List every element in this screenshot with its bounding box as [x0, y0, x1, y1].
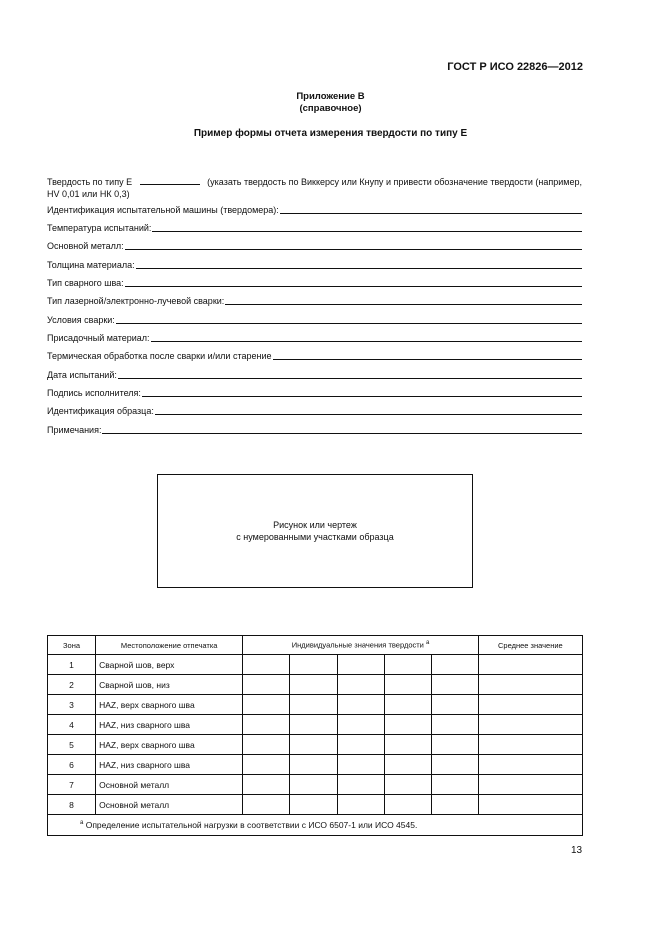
value-cell — [384, 675, 431, 695]
value-cell — [337, 675, 384, 695]
field-line — [225, 304, 582, 305]
field-label: Примечания: — [47, 425, 102, 435]
value-cell — [290, 695, 337, 715]
annex-type: (справочное) — [299, 103, 362, 114]
field-label: Дата испытаний: — [47, 370, 117, 380]
header-average: Среднее значение — [478, 636, 582, 655]
field-line — [151, 341, 582, 342]
value-cell — [431, 675, 478, 695]
value-cell — [431, 695, 478, 715]
zone-cell: 6 — [48, 755, 96, 775]
form-field — [47, 294, 582, 306]
value-cell — [384, 695, 431, 715]
zone-cell: 2 — [48, 675, 96, 695]
annex-heading — [0, 91, 661, 115]
value-cell — [243, 735, 290, 755]
location-cell: HAZ, низ сварного шва — [96, 755, 243, 775]
table-row — [48, 775, 583, 795]
field-label: Основной металл: — [47, 241, 124, 251]
figure-box-line1: Рисунок или чертеж — [273, 520, 357, 530]
form-field — [47, 386, 582, 398]
form-field — [47, 368, 582, 380]
header-footnote-mark: а — [425, 640, 430, 647]
location-cell: HAZ, верх сварного шва — [96, 695, 243, 715]
field-line — [136, 268, 582, 269]
figure-box-line2: с нумерованными участками образца — [236, 532, 394, 542]
field-label: Условия сварки: — [47, 315, 115, 325]
form-field — [47, 349, 582, 361]
hardness-field — [47, 175, 582, 200]
zone-cell: 7 — [48, 775, 96, 795]
field-label: Присадочный материал: — [47, 333, 150, 343]
value-cell — [431, 735, 478, 755]
field-label: Термическая обработка после сварки и/или старение — [47, 351, 272, 361]
value-cell — [290, 715, 337, 735]
table-row — [48, 755, 583, 775]
field-line — [125, 249, 582, 250]
form-field — [47, 331, 582, 343]
value-cell — [384, 795, 431, 815]
value-cell — [243, 795, 290, 815]
field-line — [273, 359, 583, 360]
value-cell — [337, 755, 384, 775]
annex-title: Приложение В — [296, 91, 365, 102]
hardness-blank — [140, 175, 200, 185]
field-line — [152, 231, 582, 232]
value-cell — [384, 735, 431, 755]
table-row — [48, 675, 583, 695]
table-row — [48, 655, 583, 675]
value-cell — [431, 715, 478, 735]
field-label: Идентификация образца: — [47, 406, 154, 416]
value-cell — [431, 795, 478, 815]
form-field — [47, 203, 582, 215]
value-cell — [243, 695, 290, 715]
header-individual-text: Индивидуальные значения твердости — [291, 640, 424, 650]
value-cell — [290, 735, 337, 755]
value-cell — [384, 715, 431, 735]
field-line — [125, 286, 582, 287]
field-line — [155, 414, 582, 415]
header-location: Местоположение отпечатка — [96, 636, 243, 655]
hardness-prefix: Твердость по типу Е — [47, 177, 133, 187]
form-field — [47, 239, 582, 251]
zone-cell: 1 — [48, 655, 96, 675]
value-cell — [337, 795, 384, 815]
location-cell: Сварной шов, низ — [96, 675, 243, 695]
value-cell — [243, 775, 290, 795]
location-cell: Основной металл — [96, 795, 243, 815]
hardness-table — [47, 635, 583, 836]
value-cell — [384, 775, 431, 795]
field-line — [280, 213, 582, 214]
zone-cell: 3 — [48, 695, 96, 715]
form-field — [47, 313, 582, 325]
value-cell — [337, 715, 384, 735]
value-cell — [290, 795, 337, 815]
value-cell — [290, 675, 337, 695]
value-cell — [384, 655, 431, 675]
average-cell — [478, 775, 582, 795]
header-individual — [243, 636, 478, 655]
zone-cell: 4 — [48, 715, 96, 735]
location-cell: Сварной шов, верх — [96, 655, 243, 675]
value-cell — [243, 655, 290, 675]
form-field — [47, 258, 582, 270]
page-number: 13 — [571, 845, 583, 856]
field-line — [142, 396, 582, 397]
footnote-mark: а — [80, 820, 84, 827]
zone-cell: 5 — [48, 735, 96, 755]
average-cell — [478, 715, 582, 735]
table-header-row — [48, 636, 583, 655]
field-line — [102, 433, 582, 434]
value-cell — [243, 675, 290, 695]
header-zone: Зона — [48, 636, 96, 655]
table-row — [48, 795, 583, 815]
field-label: Толщина материала: — [47, 260, 135, 270]
hardness-instruction: (указать твердость по Виккерсу или Кнупу и привести обозначение твердости (например, HV 0,01 или НК 0,3) — [47, 177, 582, 199]
location-cell: HAZ, низ сварного шва — [96, 715, 243, 735]
standard-designation: ГОСТ Р ИСО 22826—2012 — [447, 61, 583, 73]
average-cell — [478, 695, 582, 715]
table-footnote — [48, 815, 583, 836]
field-line — [116, 323, 582, 324]
location-cell: HAZ, верх сварного шва — [96, 735, 243, 755]
value-cell — [337, 655, 384, 675]
value-cell — [431, 775, 478, 795]
zone-cell: 8 — [48, 795, 96, 815]
table-footnote-row — [48, 815, 583, 836]
form-field — [47, 404, 582, 416]
value-cell — [431, 755, 478, 775]
value-cell — [431, 655, 478, 675]
form-field — [47, 423, 582, 435]
footnote-text: Определение испытательной нагрузки в соответствии с ИСО 6507-1 или ИСО 4545. — [85, 820, 418, 830]
value-cell — [337, 695, 384, 715]
field-label: Тип сварного шва: — [47, 278, 124, 288]
average-cell — [478, 675, 582, 695]
value-cell — [337, 735, 384, 755]
value-cell — [290, 775, 337, 795]
average-cell — [478, 755, 582, 775]
field-label: Идентификация испытательной машины (твердомера): — [47, 205, 279, 215]
table-row — [48, 735, 583, 755]
table-row — [48, 695, 583, 715]
form-title: Пример формы отчета измерения твердости по типу Е — [193, 128, 468, 139]
value-cell — [384, 755, 431, 775]
value-cell — [243, 715, 290, 735]
average-cell — [478, 735, 582, 755]
form-field — [47, 276, 582, 288]
value-cell — [290, 655, 337, 675]
field-label: Тип лазерной/электронно-лучевой сварки: — [47, 296, 225, 306]
location-cell: Основной металл — [96, 775, 243, 795]
average-cell — [478, 655, 582, 675]
value-cell — [243, 755, 290, 775]
table-row — [48, 715, 583, 735]
figure-placeholder-box — [157, 474, 473, 588]
field-line — [118, 378, 582, 379]
value-cell — [290, 755, 337, 775]
form-field — [47, 221, 582, 233]
field-label: Подпись исполнителя: — [47, 388, 141, 398]
field-label: Температура испытаний: — [47, 223, 152, 233]
value-cell — [337, 775, 384, 795]
average-cell — [478, 795, 582, 815]
